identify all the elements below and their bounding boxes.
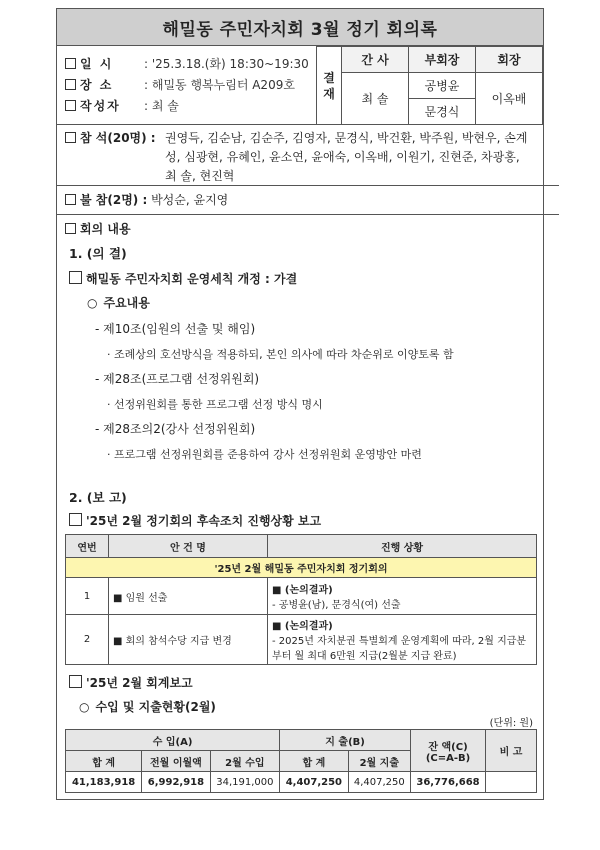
absence-label: 불 참(2명) : <box>80 193 148 207</box>
writer-label: 작성자 <box>80 99 121 113</box>
finance-heading: '25년 2월 회계보고 <box>69 674 193 691</box>
finance-subheading: ○ 수입 및 지출현황(2월) <box>79 700 216 714</box>
place-label: 장 소 <box>80 78 114 92</box>
table-row: 1 ■ 임원 선출 ■ (논의결과) - 공병윤(남), 문경식(여) 선출 <box>66 578 537 615</box>
role-secretary: 간 사 <box>342 47 409 73</box>
resolution-item: 해밀동 주민자치회 운영세칙 개정 : 가결 <box>69 270 297 287</box>
date-label: 일 시 <box>80 57 114 71</box>
role-vice: 부회장 <box>409 47 476 73</box>
finance-table: 수 입(A) 지 출(B) 잔 액(C) (C=A-B) 비 고 합 계 전월 이월액 2월 수입 합 계 2월 지출 41,183,918 6,992,918 34,191,000 4,407,250 4,407,250 36,776,668 <box>65 729 537 793</box>
article-10-detail: · 조례상의 호선방식을 적용하되, 본인 의사에 따라 차순위로 이양토록 함 <box>107 348 454 361</box>
absence-names: 박성순, 윤지영 <box>151 193 229 207</box>
date-value: : '25.3.18.(화) 18:30~19:30 <box>144 57 309 71</box>
income-header: 수 입(A) <box>66 730 280 751</box>
approval-label: 결 재 <box>317 47 342 125</box>
signer-vice-1: 공병윤 <box>409 73 476 99</box>
table-row: 2 ■ 회의 참석수당 지급 변경 ■ (논의결과) - 2025년 자치분권 특별회계 운영계획에 따라, 2월 지급분부터 월 최대 6만원 지급(2월분 지급 완료) <box>66 615 537 665</box>
writer-row <box>65 96 309 117</box>
document-title: 해밀동 주민자치회 3월 정기 회의록 <box>57 9 543 46</box>
report-item: '25년 2월 정기회의 후속조치 진행상황 보고 <box>69 512 321 529</box>
expense-header: 지 출(B) <box>280 730 411 751</box>
section-1-heading: 1. (의 결) <box>69 246 127 261</box>
article-28-2-detail: · 프로그램 선정위원회를 준용하여 강사 선정위원회 운영방안 마련 <box>107 448 422 461</box>
col-item: 안 건 명 <box>109 535 268 558</box>
attendance-names: 권영득, 김순남, 김순주, 김영자, 문경식, 박건환, 박주원, 박현우, 손계성, 심광현, 유혜인, 윤소연, 윤애숙, 이옥배, 이원기, 진현준, 차광홍, 최 솔, 현진혁 <box>165 131 528 183</box>
section-2-heading: 2. (보 고) <box>69 490 127 505</box>
meeting-highlight-row: '25년 2월 해밀동 주민자치회 정기회의 <box>66 558 537 578</box>
writer-value: : 최 솔 <box>144 99 179 113</box>
place-row <box>65 75 309 96</box>
finance-values-row: 41,183,918 6,992,918 34,191,000 4,407,250 4,407,250 36,776,668 <box>66 772 537 793</box>
approval-table <box>316 46 543 125</box>
signer-chair: 이옥배 <box>476 73 543 125</box>
article-28: - 제28조(프로그램 선정위원회) <box>95 372 260 386</box>
date-row <box>65 54 309 75</box>
signer-secretary: 최 솔 <box>342 73 409 125</box>
note-header: 비 고 <box>486 730 537 772</box>
col-no: 연번 <box>66 535 109 558</box>
attendance-label: 참 석(20명) : <box>80 131 156 145</box>
article-28-detail: · 선정위원회를 통한 프로그램 선정 방식 명시 <box>107 398 323 411</box>
article-28-2: - 제28조의2(강사 선정위원회) <box>95 422 256 436</box>
unit-label: (단위: 원) <box>489 718 533 729</box>
absence-section <box>57 185 559 215</box>
content-heading: 회의 내용 <box>65 220 131 237</box>
main-content-label: ○ 주요내용 <box>87 296 150 310</box>
signer-vice-2: 문경식 <box>409 99 476 125</box>
place-value: : 해밀동 행복누림터 A209호 <box>144 78 295 92</box>
progress-table <box>65 534 537 665</box>
minutes-document <box>56 8 544 800</box>
meta-section <box>57 46 543 125</box>
balance-header: 잔 액(C) (C=A-B) <box>411 730 486 772</box>
role-chair: 회장 <box>476 47 543 73</box>
col-status: 진행 상황 <box>268 535 537 558</box>
attendance-section <box>57 123 543 185</box>
article-10: - 제10조(임원의 선출 및 해임) <box>95 322 256 336</box>
